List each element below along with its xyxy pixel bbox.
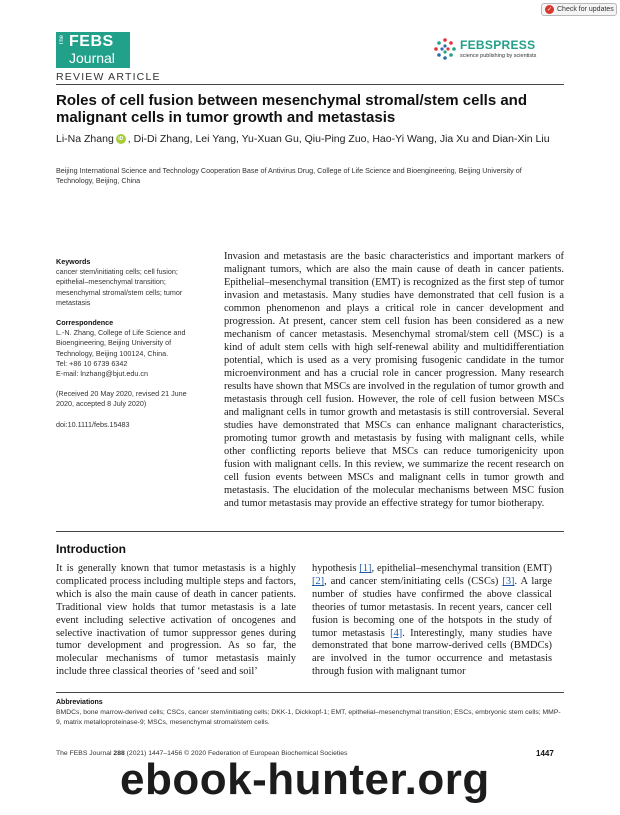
- logo-journal-text: Journal: [69, 50, 115, 66]
- affiliation: Beijing International Science and Technology Cooperation Base of Antivirus Drug, College of Life Science and Bioengineering, Beijing University of Technology, Beijing, China: [56, 166, 522, 185]
- footer-pages: (2021) 1447–1456 © 2020 Federation of European Biochemical Societies: [124, 750, 348, 757]
- citation-link[interactable]: [4]: [390, 627, 403, 639]
- crossmark-icon: ✓: [546, 7, 553, 13]
- footer-volume: 288: [113, 750, 125, 757]
- intro-column-left: It is generally known that tumor metastasis is a highly complicated process including multiple steps and factors, which is also the main cause of death in cancer patients. Traditional view holds that tumor metastasis is a late event including selective activation of oncogenes and selective inactivation of tumor suppressor genes during tumor development and progression. As so far, the molecular mechanisms of tumor metastasis mainly include three classical theories of ‘seed and soil’: [56, 563, 296, 678]
- correspondence-email[interactable]: E-mail: lnzhang@bjut.edu.cn: [56, 369, 148, 379]
- introduction-heading: Introduction: [56, 542, 126, 556]
- author-list: [56, 133, 556, 147]
- doi-link[interactable]: doi:10.1111/febs.15483: [56, 419, 130, 429]
- orcid-icon[interactable]: iD: [116, 134, 126, 144]
- correspondence-heading: Correspondence: [56, 318, 114, 328]
- citation-link[interactable]: [2]: [312, 575, 325, 587]
- febs-press-logo: [433, 37, 553, 65]
- keywords: cancer stem/initiating cells; cell fusion; epithelial–mesenchymal transition; mesenchymal stromal/stem cells; tumor metastasis: [56, 267, 183, 307]
- intro-text-4: . A large number of studies have confirmed the above classical theories of tumor metastasis. In recent years, cancer cell fusion is becoming one of the hotspots in the study of tumor metastasis: [312, 575, 552, 639]
- header-divider: [56, 84, 564, 85]
- check-for-updates-button[interactable]: [541, 3, 617, 16]
- abstract: Invasion and metastasis are the basic characteristics and important markers of malignant tumors, which are also the main cause of death in cancer patients. Epithelial–mesenchymal transition (EMT) is recognized as the first step of tumor invasion and metastasis. Many studies have demonstrated that cell fusion is a common phenomenon and plays a critical role in cancer development and progression. At present, cancer stem cell fusion has been considered as a new mechanism of cancer metastasis. Mesenchymal stromal/stem cell (MSC) is a kind of adult stem cells with high self-renewal ability and multidifferentiation potential, which is used as a very promising fusogenic candidate in the tumor microenvironment and has a crucial role in cancer progression. Many research results have shown that MSCs are involved in the regulation of tumor growth and metastasis through cell fusion. However, the role of cell fusion between MSCs and malignant cells in tumor growth and metastasis is still controversial. Several studies have demonstrated that MSCs can enhance malignant characteristics, promoting tumor growth and metastasis by fusing with malignant cells, while other conflicting reports believe that MSCs can reduce tumorigenicity upon fusion with malignant cells. In this review, we summarize the recent research on cell fusion events between MSCs and malignant cells in tumor growth and metastasis. The elucidation of the molecular mechanisms between MSC fusion and tumor metastasis may provide an effective strategy for tumor biotherapy.: [224, 251, 564, 509]
- correspondence-tel: Tel: +86 10 6739 6342: [56, 358, 128, 368]
- other-authors: , Di-Di Zhang, Lei Yang, Yu-Xuan Gu, Qiu-Ping Zuo, Hao-Yi Wang, Jia Xu and Dian-Xin Liu: [127, 133, 550, 145]
- intro-column-right: [312, 563, 552, 679]
- abbreviations-heading: Abbreviations: [56, 699, 103, 706]
- received-dates: (Received 20 May 2020, revised 21 June 2020, accepted 8 July 2020): [56, 389, 187, 409]
- abstract-divider: [56, 531, 564, 532]
- correspondence-address: L.-N. Zhang, College of Life Science and Bioengineering, Beijing University of Technology, Beijing 100124, China.: [56, 328, 186, 358]
- article-title: Roles of cell fusion between mesenchymal stromal/stem cells and malignant cells in tumor growth and metastasis: [56, 92, 527, 126]
- article-type: REVIEW ARTICLE: [56, 71, 161, 83]
- press-name: FEBSPRESS: [460, 38, 536, 52]
- article-sidebar: [56, 257, 206, 430]
- watermark: ebook-hunter.org: [120, 755, 490, 804]
- intro-text-5: . Interestingly, many studies have demonstrated that bone marrow-derived cells (BMDCs) are involved in the tumor occurrence and metastasis through fusion with malignant tumor: [312, 627, 552, 678]
- first-author: Li-Na Zhang: [56, 133, 114, 145]
- intro-text-2: , epithelial–mesenchymal transition (EMT): [371, 563, 552, 574]
- footer-journal: The FEBS Journal: [56, 750, 114, 757]
- keywords-heading: Keywords: [56, 257, 91, 266]
- check-for-updates-label: Check for updates: [557, 6, 614, 13]
- intro-text-3: , and cancer stem/initiating cells (CSCs): [324, 575, 503, 587]
- citation-link[interactable]: [3]: [502, 575, 515, 587]
- citation-link[interactable]: [1]: [359, 563, 372, 574]
- febs-journal-logo: [56, 32, 130, 68]
- abbreviations-list: BMDCs, bone marrow-derived cells; CSCs, cancer stem/initiating cells; DKK-1, Dickkopf-1; EMT, epithelial–mesenchymal transition; ESCs, embryonic stem cells; MMP-9, matrix metalloproteinase-9; MSCs, mesenchymal stromal/stem cells.: [56, 709, 561, 726]
- intro-text-1: hypothesis: [312, 563, 360, 574]
- page-number: 1447: [536, 749, 554, 758]
- logo-febs-text: FEBS: [69, 33, 114, 50]
- febs-press-dots-icon: [433, 37, 457, 61]
- abbreviations-divider: [56, 692, 564, 693]
- press-tagline: science publishing by scientists: [460, 53, 537, 59]
- logo-the-text: The: [59, 35, 65, 46]
